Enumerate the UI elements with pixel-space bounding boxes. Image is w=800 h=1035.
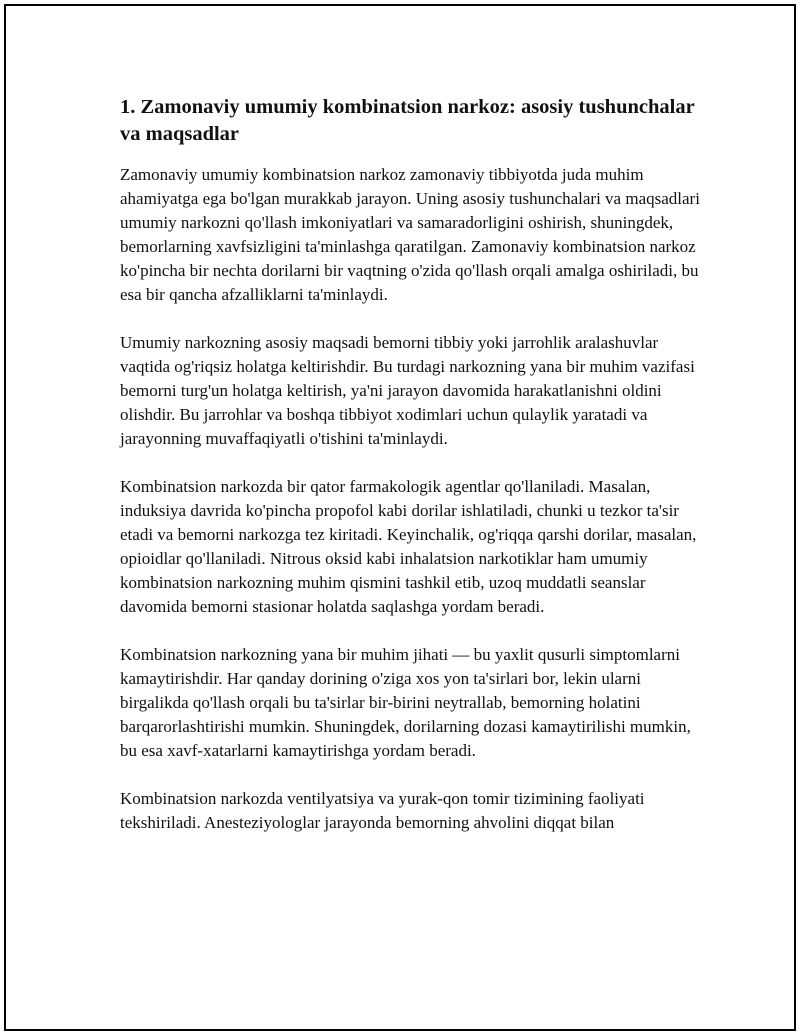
section-heading: 1. Zamonaviy umumiy kombinatsion narkoz: asosiy tushunchalar va maqsadlar: [120, 96, 695, 145]
paragraph-2: Umumiy narkozning asosiy maqsadi bemorni tibbiy yoki jarrohlik aralashuvlar vaqtida og'riqsiz holatga keltirishdir. Bu turdagi narkozning yana bir muhim vazifasi bemorni turg'un holatga keltirish, ya'ni jarayon davomida harakatlanishni oldini olishdir. Bu jarrohlar va boshqa tibbiyot xodimlari uchun qulaylik yaratadi va jarayonning muvaffaqiyatli o'tishini ta'minlaydi.: [120, 333, 695, 448]
page-frame: [4, 4, 796, 1031]
paragraph-5: Kombinatsion narkozda ventilyatsiya va yurak-qon tomir tizimining faoliyati tekshiriladi. Anesteziyologlar jarayonda bemorning ahvolini diqqat bilan: [120, 789, 645, 832]
paragraph-3: Kombinatsion narkozda bir qator farmakologik agentlar qo'llaniladi. Masalan, induksiya davrida ko'pincha propofol kabi dorilar ishlatiladi, chunki u tezkor ta'sir etadi va bemorni narkozga tez kiritadi. Keyinchalik, og'riqqa qarshi dorilar, masalan, opioidlar qo'llaniladi. Nitrous oksid kabi inhalatsion narkotiklar ham umumiy kombinatsion narkozning muhim qismini tashkil etib, uzoq muddatli seanslar davomida bemorni stasionar holatda saqlashga yordam beradi.: [120, 477, 697, 616]
document-body: [120, 94, 700, 859]
paragraph-4: Kombinatsion narkozning yana bir muhim jihati — bu yaxlit qusurli simptomlarni kamaytirishdir. Har qanday dorining o'ziga xos yon ta'sirlari bor, lekin ularni birgalikda qo'llash orqali bu ta'sirlar bir-birini neytrallab, bemorning holatini barqarorlashtirishi mumkin. Shuningdek, dorilarning dozasi kamaytirilishi mumkin, bu esa xavf-xatarlarni kamaytirishga yordam beradi.: [120, 645, 691, 760]
paragraph-1: Zamonaviy umumiy kombinatsion narkoz zamonaviy tibbiyotda juda muhim ahamiyatga ega bo'lgan murakkab jarayon. Uning asosiy tushunchalari va maqsadlari umumiy narkozni qo'llash imkoniyatlari va samaradorligini oshirish, shuningdek, bemorlarning xavfsizligini ta'minlashga qaratilgan. Zamonaviy kombinatsion narkoz ko'pincha bir nechta dorilarni bir vaqtning o'zida qo'llash orqali amalga oshiriladi, bu esa bir qancha afzalliklarni ta'minlaydi.: [120, 165, 700, 304]
